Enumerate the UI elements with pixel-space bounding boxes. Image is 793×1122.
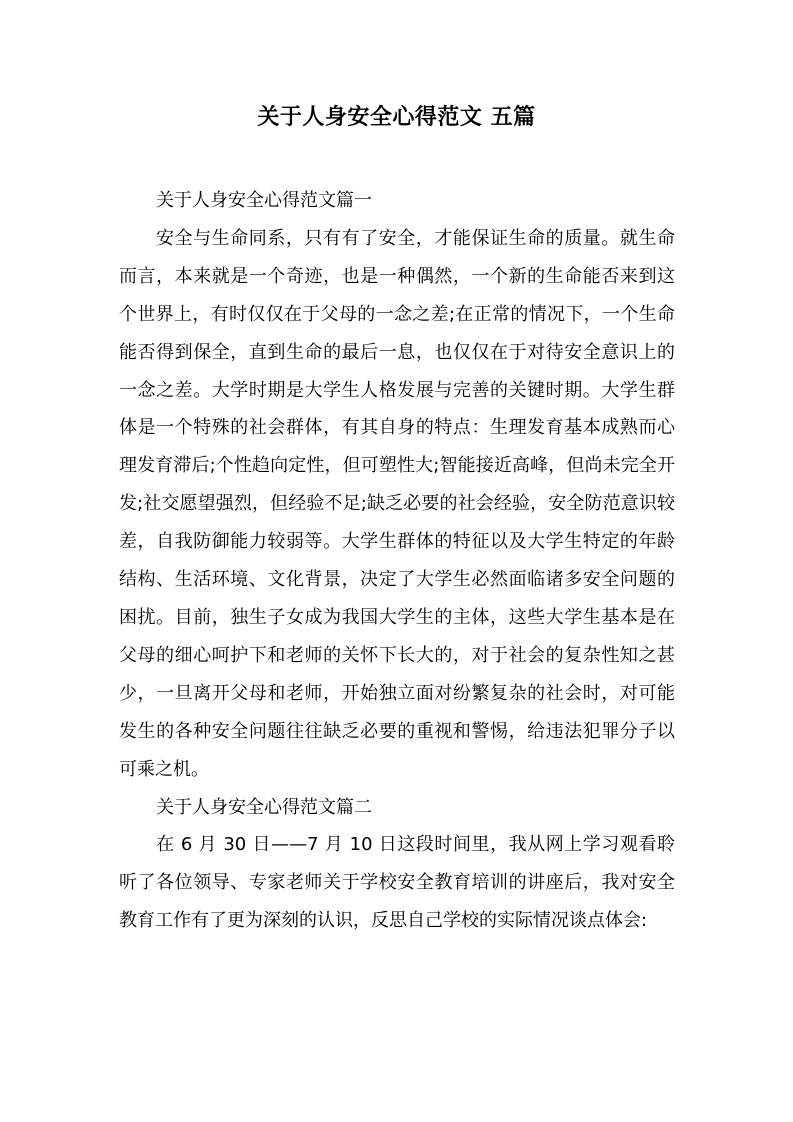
- section-paragraph-2: 在 6 月 30 日——7 月 10 日这段时间里，我从网上学习观看聆听了各位领导、专家老师关于学校安全教育培训的讲座后，我对安全教育工作有了更为深刻的认识，反思自己学校的实际情况谈点体会:: [119, 834, 675, 932]
- section-heading-1: 关于人身安全心得范文篇一: [156, 190, 372, 211]
- section-heading-2: 关于人身安全心得范文篇二: [156, 796, 372, 818]
- document-body: [119, 182, 675, 940]
- document-title: 关于人身安全心得范文 五篇: [257, 105, 536, 130]
- section-paragraph-1: 安全与生命同系，只有有了安全，才能保证生命的质量。就生命而言，本来就是一个奇迹，也是一种偶然，一个新的生命能否来到这个世界上，有时仅仅在于父母的一念之差;在正常的情况下，一个生命能否得到保全，直到生命的最后一息，也仅仅在于对待安全意识上的一念之差。大学时期是大学生人格发展与完善的关键时期。大学生群体是一个特殊的社会群体，有其自身的特点：生理发育基本成熟而心理发育滞后;个性趋向定性，但可塑性大;智能接近高峰，但尚未完全开发;社交愿望强烈，但经验不足;缺乏必要的社会经验，安全防范意识较差，自我防御能力较弱等。大学生群体的特征以及大学生特定的年龄结构、生活环境、文化背景，决定了大学生必然面临诸多安全问题的困扰。目前，独生子女成为我国大学生的主体，这些大学生基本是在父母的细心呵护下和老师的关怀下长大的，对于社会的复杂性知之甚少，一旦离开父母和老师，开始独立面对纷繁复杂的社会时，对可能发生的各种安全问题往往缺乏必要的重视和警惕，给违法犯罪分子以可乘之机。: [119, 227, 675, 780]
